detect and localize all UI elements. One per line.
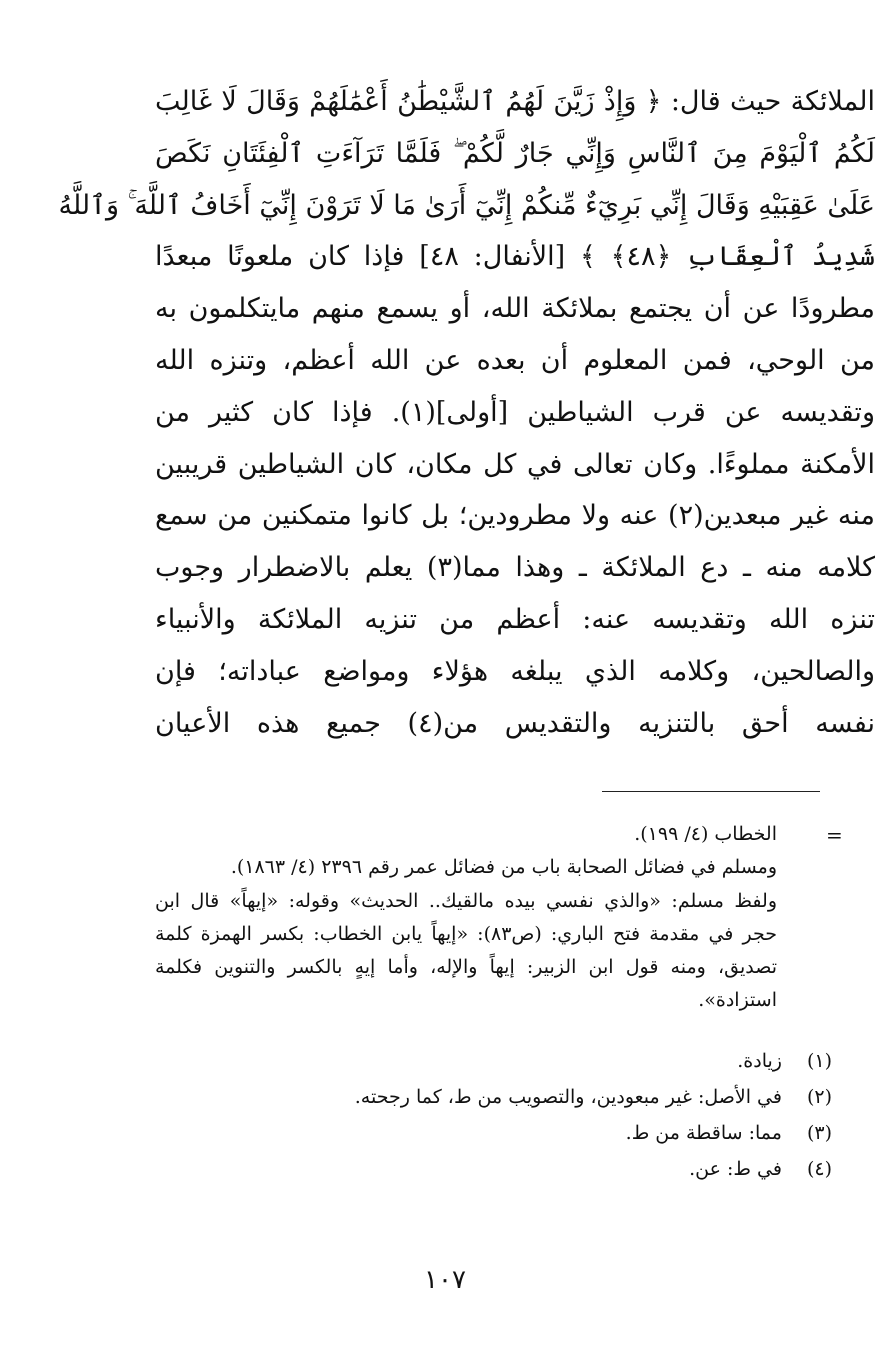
text-line: نفسه أحق بالتنزيه والتقديس من(٤) جميع هذه الأعيان bbox=[155, 707, 875, 739]
text-line: الملائكة حيث قال: ﴿ وَإِذْ زَيَّنَ لَهُمُ ٱلشَّيْطَٰنُ أَعْمَٰلَهُمْ وَقَالَ لَا غَالِبَ bbox=[155, 86, 875, 117]
continuation-mark: = bbox=[826, 823, 843, 847]
footnote-line: الخطاب (٤/ ١٩٩). bbox=[634, 823, 777, 845]
footnote-line: ولفظ مسلم: «والذي نفسي بيده مالقيك.. الحديث» وقوله: «إيهاً» قال ابن bbox=[155, 889, 777, 912]
footnote-line: تصديق، ومنه قول ابن الزبير: إيهاً والإله، وأما إيهٍ بالكسر والتنوين فكلمة bbox=[155, 956, 777, 979]
page-number: ١٠٧ bbox=[424, 1265, 466, 1295]
footnote-number: (١) bbox=[806, 1050, 832, 1072]
footnote-text: في الأصل: غير مبعودين، والتصويب من ط، كما رجحته. bbox=[354, 1086, 782, 1108]
footnote-number: (٤) bbox=[806, 1158, 832, 1180]
footnote-line: ومسلم في فضائل الصحابة باب من فضائل عمر رقم ٢٣٩٦ (٤/ ١٨٦٣). bbox=[230, 856, 777, 879]
footnote-text: في ط: عن. bbox=[689, 1158, 782, 1180]
text-line: كلامه منه ـ دع الملائكة ـ وهذا مما(٣) يعلم بالاضطرار وجوب bbox=[155, 552, 875, 584]
text-line: تنزه الله وتقديسه عنه: أعظم من تنزيه الملائكة والأنبياء bbox=[155, 603, 875, 635]
footnote-text: زيادة. bbox=[737, 1050, 782, 1072]
footnote-text: مما: ساقطة من ط. bbox=[625, 1122, 782, 1144]
footnote-number: (٢) bbox=[806, 1086, 832, 1108]
text-line: لَكُمُ ٱلْيَوْمَ مِنَ ٱلنَّاسِ وَإِنِّي جَارٌ لَّكُمْ ۖ فَلَمَّا تَرَآءَتِ ٱلْفِئَتَانِ نَكَصَ bbox=[155, 137, 875, 169]
footnote-separator bbox=[602, 791, 820, 792]
text-line: منه غير مبعدين(٢) عنه ولا مطرودين؛ بل كانوا متمكنين من سمع bbox=[155, 500, 875, 532]
text-line: من الوحي، فمن المعلوم أن بعده عن الله أعظم، وتنزه الله bbox=[155, 344, 875, 376]
footnote-item bbox=[152, 1115, 832, 1151]
footnote-item bbox=[152, 1043, 832, 1079]
text-line: عَلَىٰ عَقِبَيْهِ وَقَالَ إِنِّي بَرِيٓءٌ مِّنكُمْ إِنِّيٓ أَرَىٰ مَا لَا تَرَوْنَ إِنِّيٓ أَخَافُ ٱللَّهَ ۚ وَٱللَّهُ bbox=[58, 189, 875, 221]
text-line: والصالحين، وكلامه الذي يبلغه هؤلاء ومواضع عباداته؛ فإن bbox=[155, 655, 875, 687]
footnote-item bbox=[152, 1151, 832, 1187]
footnote-line: حجر في مقدمة فتح الباري: (ص٨٣): «إيهاً يابن الخطاب: بكسر الهمزة كلمة bbox=[155, 922, 777, 945]
text-line: وتقديسه عن قرب الشياطين [أولى](١). فإذا كان كثير من bbox=[155, 396, 875, 428]
numbered-footnotes bbox=[152, 1043, 832, 1187]
footnote-item bbox=[152, 1079, 832, 1115]
text-line: الأمكنة مملوءًا. وكان تعالى في كل مكان، كان الشياطين قريبين bbox=[155, 448, 875, 480]
text-line: مطرودًا عن أن يجتمع بملائكة الله، أو يسمع منهم مايتكلمون به bbox=[155, 293, 875, 325]
text-line: شَدِيدُ ٱلْعِقَابِ ﴿٤٨﴾ ﴾ [الأنفال: ٤٨] فإذا كان ملعونًا مبعدًا bbox=[155, 241, 876, 273]
footnote-line: استزادة». bbox=[698, 989, 777, 1012]
main-text bbox=[58, 76, 876, 749]
footnote-number: (٣) bbox=[806, 1122, 832, 1144]
continued-footnote bbox=[155, 818, 777, 1018]
